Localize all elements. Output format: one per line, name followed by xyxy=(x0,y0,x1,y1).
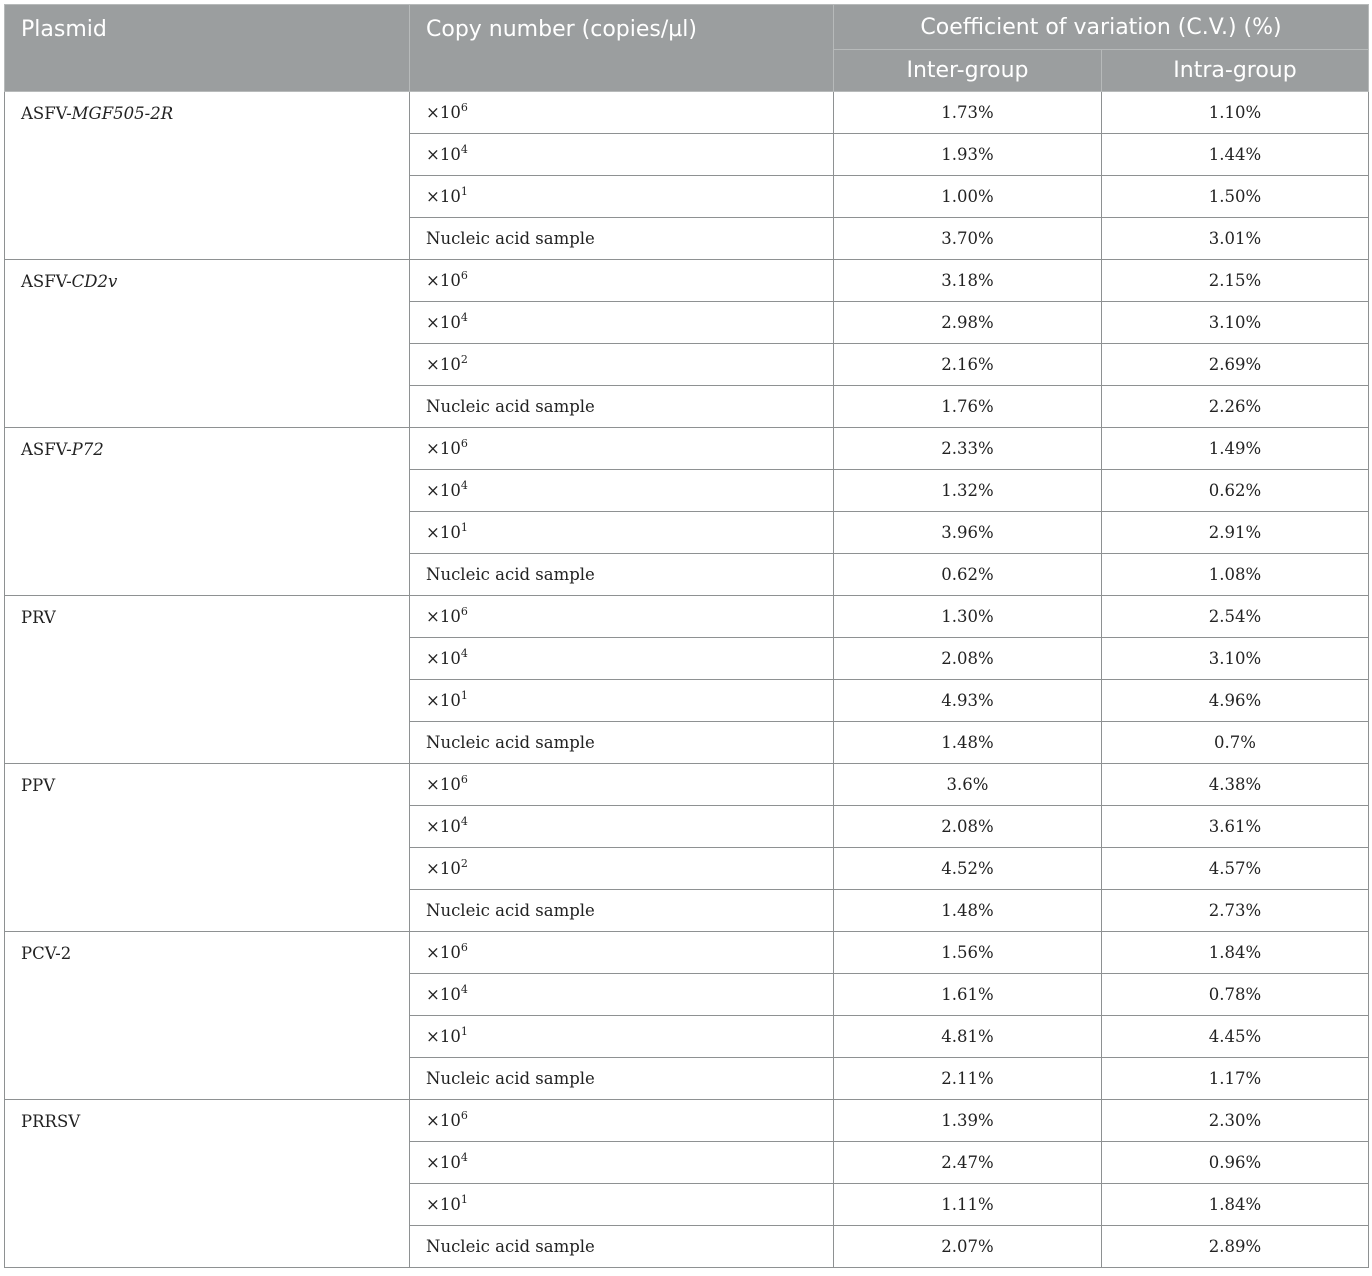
copy-number-base: ×10 xyxy=(426,1027,461,1046)
copy-number-cell xyxy=(410,848,834,890)
copy-number-base: ×10 xyxy=(426,775,461,794)
intra-group-cv: 1.84% xyxy=(1102,1184,1369,1226)
copy-number-exponent: 4 xyxy=(460,647,468,660)
copy-number-base: ×10 xyxy=(426,1153,461,1172)
intra-group-cv: 1.44% xyxy=(1102,134,1369,176)
copy-number-base: ×10 xyxy=(426,481,461,500)
copy-number-cell xyxy=(410,974,834,1016)
copy-number-exponent: 1 xyxy=(460,1025,468,1038)
copy-number-cell xyxy=(410,1100,834,1142)
copy-number-cell xyxy=(410,554,834,596)
table-row xyxy=(5,260,1369,302)
plasmid-name xyxy=(5,1100,410,1268)
copy-number-base: ×10 xyxy=(426,271,461,290)
plasmid-prefix: PRV xyxy=(21,608,56,627)
intra-group-cv: 0.62% xyxy=(1102,470,1369,512)
inter-group-cv: 2.33% xyxy=(834,428,1102,470)
copy-number-exponent: 2 xyxy=(460,857,468,870)
copy-number-exponent: 6 xyxy=(460,773,468,786)
copy-number-cell xyxy=(410,932,834,974)
copy-number-exponent: 4 xyxy=(460,983,468,996)
copy-number-base: Nucleic acid sample xyxy=(426,901,595,920)
inter-group-cv: 1.61% xyxy=(834,974,1102,1016)
plasmid-prefix: ASFV- xyxy=(21,272,72,291)
copy-number-cell xyxy=(410,512,834,554)
copy-number-exponent: 4 xyxy=(460,1151,468,1164)
copy-number-cell xyxy=(410,1058,834,1100)
intra-group-cv: 1.08% xyxy=(1102,554,1369,596)
copy-number-exponent: 2 xyxy=(460,353,468,366)
inter-group-cv: 1.48% xyxy=(834,890,1102,932)
intra-group-cv: 3.10% xyxy=(1102,302,1369,344)
copy-number-cell xyxy=(410,302,834,344)
copy-number-base: Nucleic acid sample xyxy=(426,1237,595,1256)
inter-group-cv: 2.16% xyxy=(834,344,1102,386)
plasmid-prefix: ASFV- xyxy=(21,104,72,123)
table-row xyxy=(5,596,1369,638)
plasmid-name xyxy=(5,596,410,764)
copy-number-exponent: 6 xyxy=(460,101,468,114)
inter-group-cv: 3.18% xyxy=(834,260,1102,302)
inter-group-cv: 1.73% xyxy=(834,92,1102,134)
intra-group-cv: 4.38% xyxy=(1102,764,1369,806)
table-body xyxy=(5,92,1369,1268)
inter-group-cv: 1.93% xyxy=(834,134,1102,176)
copy-number-cell xyxy=(410,1226,834,1268)
copy-number-cell xyxy=(410,134,834,176)
header-copy-number: Copy number (copies/µl) xyxy=(410,5,834,92)
plasmid-gene: P72 xyxy=(71,440,104,459)
intra-group-cv: 2.30% xyxy=(1102,1100,1369,1142)
intra-group-cv: 2.91% xyxy=(1102,512,1369,554)
copy-number-cell xyxy=(410,92,834,134)
copy-number-base: ×10 xyxy=(426,439,461,458)
inter-group-cv: 1.39% xyxy=(834,1100,1102,1142)
table-row xyxy=(5,932,1369,974)
copy-number-base: ×10 xyxy=(426,1111,461,1130)
intra-group-cv: 0.78% xyxy=(1102,974,1369,1016)
copy-number-cell xyxy=(410,470,834,512)
intra-group-cv: 3.61% xyxy=(1102,806,1369,848)
intra-group-cv: 2.54% xyxy=(1102,596,1369,638)
copy-number-cell xyxy=(410,1142,834,1184)
intra-group-cv: 2.26% xyxy=(1102,386,1369,428)
inter-group-cv: 2.07% xyxy=(834,1226,1102,1268)
inter-group-cv: 1.76% xyxy=(834,386,1102,428)
table-row xyxy=(5,428,1369,470)
copy-number-cell xyxy=(410,680,834,722)
copy-number-cell xyxy=(410,218,834,260)
copy-number-cell xyxy=(410,596,834,638)
plasmid-gene: CD2v xyxy=(71,272,118,291)
copy-number-cell xyxy=(410,890,834,932)
table-row xyxy=(5,764,1369,806)
copy-number-base: ×10 xyxy=(426,313,461,332)
copy-number-exponent: 1 xyxy=(460,185,468,198)
inter-group-cv: 1.11% xyxy=(834,1184,1102,1226)
intra-group-cv: 2.73% xyxy=(1102,890,1369,932)
copy-number-cell xyxy=(410,260,834,302)
plasmid-name xyxy=(5,260,410,428)
inter-group-cv: 3.96% xyxy=(834,512,1102,554)
copy-number-cell xyxy=(410,764,834,806)
cv-table-container xyxy=(4,4,1368,1268)
copy-number-cell xyxy=(410,806,834,848)
intra-group-cv: 3.10% xyxy=(1102,638,1369,680)
inter-group-cv: 1.56% xyxy=(834,932,1102,974)
inter-group-cv: 2.98% xyxy=(834,302,1102,344)
copy-number-exponent: 1 xyxy=(460,689,468,702)
intra-group-cv: 1.49% xyxy=(1102,428,1369,470)
table-header xyxy=(5,5,1369,92)
header-plasmid: Plasmid xyxy=(5,5,410,92)
copy-number-base: ×10 xyxy=(426,103,461,122)
intra-group-cv: 0.7% xyxy=(1102,722,1369,764)
header-intra-group: Intra-group xyxy=(1102,50,1369,92)
header-cv: Coefficient of variation (C.V.) (%) xyxy=(834,5,1369,50)
intra-group-cv: 2.69% xyxy=(1102,344,1369,386)
copy-number-cell xyxy=(410,722,834,764)
copy-number-exponent: 6 xyxy=(460,1109,468,1122)
intra-group-cv: 4.45% xyxy=(1102,1016,1369,1058)
copy-number-base: ×10 xyxy=(426,145,461,164)
copy-number-base: ×10 xyxy=(426,649,461,668)
copy-number-cell xyxy=(410,176,834,218)
plasmid-gene: MGF505-2R xyxy=(71,104,174,123)
inter-group-cv: 4.52% xyxy=(834,848,1102,890)
inter-group-cv: 1.48% xyxy=(834,722,1102,764)
copy-number-cell xyxy=(410,1184,834,1226)
inter-group-cv: 2.08% xyxy=(834,806,1102,848)
copy-number-base: Nucleic acid sample xyxy=(426,565,595,584)
inter-group-cv: 2.47% xyxy=(834,1142,1102,1184)
inter-group-cv: 2.11% xyxy=(834,1058,1102,1100)
copy-number-base: ×10 xyxy=(426,187,461,206)
copy-number-base: Nucleic acid sample xyxy=(426,229,595,248)
copy-number-cell xyxy=(410,344,834,386)
intra-group-cv: 1.10% xyxy=(1102,92,1369,134)
plasmid-name xyxy=(5,764,410,932)
copy-number-base: ×10 xyxy=(426,607,461,626)
copy-number-exponent: 4 xyxy=(460,479,468,492)
plasmid-prefix: ASFV- xyxy=(21,440,72,459)
copy-number-base: Nucleic acid sample xyxy=(426,733,595,752)
intra-group-cv: 4.96% xyxy=(1102,680,1369,722)
copy-number-exponent: 1 xyxy=(460,1193,468,1206)
plasmid-name xyxy=(5,428,410,596)
inter-group-cv: 1.32% xyxy=(834,470,1102,512)
copy-number-cell xyxy=(410,428,834,470)
plasmid-name xyxy=(5,92,410,260)
copy-number-cell xyxy=(410,638,834,680)
copy-number-exponent: 4 xyxy=(460,143,468,156)
intra-group-cv: 2.89% xyxy=(1102,1226,1369,1268)
plasmid-name xyxy=(5,932,410,1100)
inter-group-cv: 0.62% xyxy=(834,554,1102,596)
intra-group-cv: 4.57% xyxy=(1102,848,1369,890)
plasmid-prefix: PRRSV xyxy=(21,1112,81,1131)
copy-number-base: Nucleic acid sample xyxy=(426,1069,595,1088)
inter-group-cv: 1.30% xyxy=(834,596,1102,638)
table-row xyxy=(5,92,1369,134)
copy-number-base: ×10 xyxy=(426,691,461,710)
intra-group-cv: 1.50% xyxy=(1102,176,1369,218)
inter-group-cv: 3.6% xyxy=(834,764,1102,806)
cv-table xyxy=(4,4,1369,1268)
copy-number-base: ×10 xyxy=(426,817,461,836)
copy-number-cell xyxy=(410,386,834,428)
intra-group-cv: 1.17% xyxy=(1102,1058,1369,1100)
intra-group-cv: 2.15% xyxy=(1102,260,1369,302)
inter-group-cv: 2.08% xyxy=(834,638,1102,680)
copy-number-exponent: 6 xyxy=(460,269,468,282)
copy-number-exponent: 4 xyxy=(460,815,468,828)
inter-group-cv: 4.93% xyxy=(834,680,1102,722)
copy-number-base: ×10 xyxy=(426,1195,461,1214)
copy-number-exponent: 4 xyxy=(460,311,468,324)
copy-number-base: ×10 xyxy=(426,523,461,542)
inter-group-cv: 3.70% xyxy=(834,218,1102,260)
copy-number-exponent: 6 xyxy=(460,941,468,954)
inter-group-cv: 1.00% xyxy=(834,176,1102,218)
copy-number-exponent: 6 xyxy=(460,437,468,450)
copy-number-base: ×10 xyxy=(426,859,461,878)
intra-group-cv: 1.84% xyxy=(1102,932,1369,974)
inter-group-cv: 4.81% xyxy=(834,1016,1102,1058)
copy-number-cell xyxy=(410,1016,834,1058)
plasmid-prefix: PPV xyxy=(21,776,56,795)
copy-number-base: Nucleic acid sample xyxy=(426,397,595,416)
copy-number-base: ×10 xyxy=(426,355,461,374)
copy-number-exponent: 1 xyxy=(460,521,468,534)
copy-number-exponent: 6 xyxy=(460,605,468,618)
header-inter-group: Inter-group xyxy=(834,50,1102,92)
copy-number-base: ×10 xyxy=(426,943,461,962)
intra-group-cv: 3.01% xyxy=(1102,218,1369,260)
intra-group-cv: 0.96% xyxy=(1102,1142,1369,1184)
copy-number-base: ×10 xyxy=(426,985,461,1004)
plasmid-prefix: PCV-2 xyxy=(21,944,72,963)
table-row xyxy=(5,1100,1369,1142)
